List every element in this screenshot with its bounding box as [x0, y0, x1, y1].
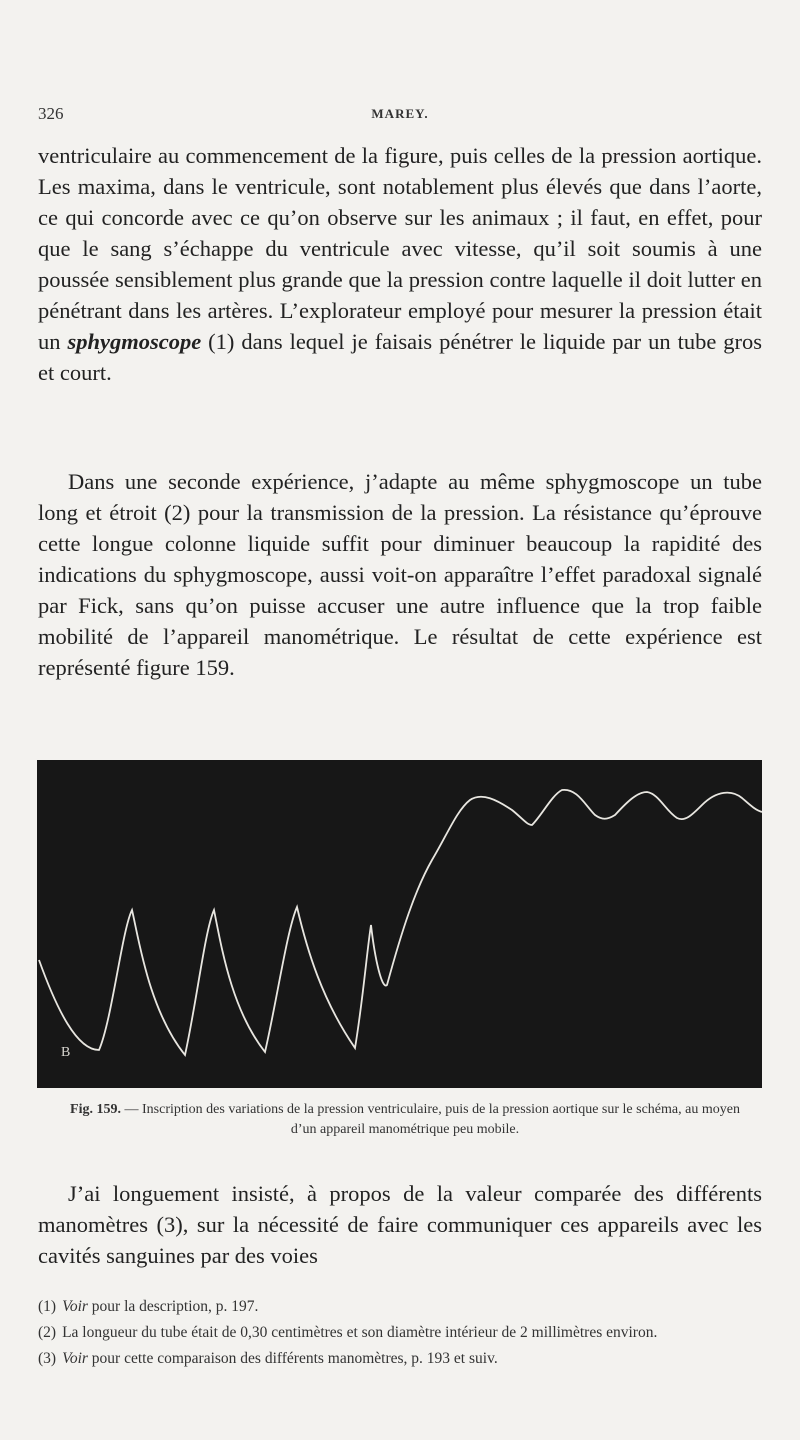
sphygmoscope-term: sphygmoscope [67, 329, 202, 354]
paragraph-1-text-b: (1) dans lequel je faisais pénétrer le liquide par un tube gros et court. [38, 329, 763, 385]
footnote-1-mark: (1) [38, 1298, 57, 1315]
footnote-3 [38, 1348, 762, 1370]
figure-label-b: B [61, 1045, 71, 1060]
figure-number: Fig. 159. [70, 1102, 121, 1117]
footnotes [38, 1296, 762, 1374]
footnote-1-text: pour la description, p. 197. [87, 1298, 259, 1315]
pressure-curve [39, 790, 762, 1055]
paragraph-1 [38, 140, 762, 388]
page-header [38, 104, 762, 128]
footnote-1 [38, 1296, 762, 1318]
footnote-2-text: La longueur du tube était de 0,30 centimètres et son diamètre intérieur de 2 millimètres environ. [62, 1324, 658, 1341]
figure-159-tracing [37, 760, 762, 1088]
paragraph-2: Dans une seconde expérience, j’adapte au même sphygmoscope un tube long et étroit (2) pour la transmission de la pression. La résistance qu’éprouve cette longue colonne liquide suffit pour diminuer beaucoup la rapidité des indications du sphygmoscope, aussi voit-on apparaître l’effet paradoxal signalé par Fick, sans qu’on puisse accuser une autre influence que la trop faible mobilité de l’appareil manométrique. Le résultat de cette expérience est représenté figure 159. [38, 469, 762, 680]
footnote-2-mark: (2) [38, 1324, 57, 1341]
footnote-3-lead: Voir [62, 1350, 88, 1367]
footnote-2 [38, 1322, 762, 1344]
footnote-1-lead: Voir [62, 1298, 88, 1315]
paragraph-3: J’ai longuement insisté, à propos de la valeur comparée des différents manomètres (3), sur la nécessité de faire communiquer ces appareils avec les cavités sanguines par des voies [38, 1181, 762, 1268]
pressure-tracing [37, 760, 762, 1088]
footnote-3-mark: (3) [38, 1350, 57, 1367]
figure-caption [60, 1100, 750, 1140]
footnote-3-text: pour cette comparaison des différents manomètres, p. 193 et suiv. [87, 1350, 498, 1367]
page-number: 326 [38, 104, 64, 123]
paragraph-1-text-a: ventriculaire au commencement de la figure, puis celles de la pression aortique. Les maxima, dans le ventricule, sont notablement plus élevés que dans l’aorte, ce qui concorde avec ce qu’on observe sur les animaux ; il faut, en effet, pour que le sang s’échappe du ventricule avec vitesse, qu’il soit soumis à une poussée sensiblement plus grande que la pression contre laquelle il doit lutter en pénétrant dans les artères. L’explorateur employé pour mesurer la pression était un [38, 143, 762, 354]
figure-caption-text: — Inscription des variations de la pression ventriculaire, puis de la pression aortique sur le schéma, au moyen d’un appareil manométrique peu mobile. [121, 1102, 740, 1137]
running-title: MAREY. [371, 106, 429, 121]
